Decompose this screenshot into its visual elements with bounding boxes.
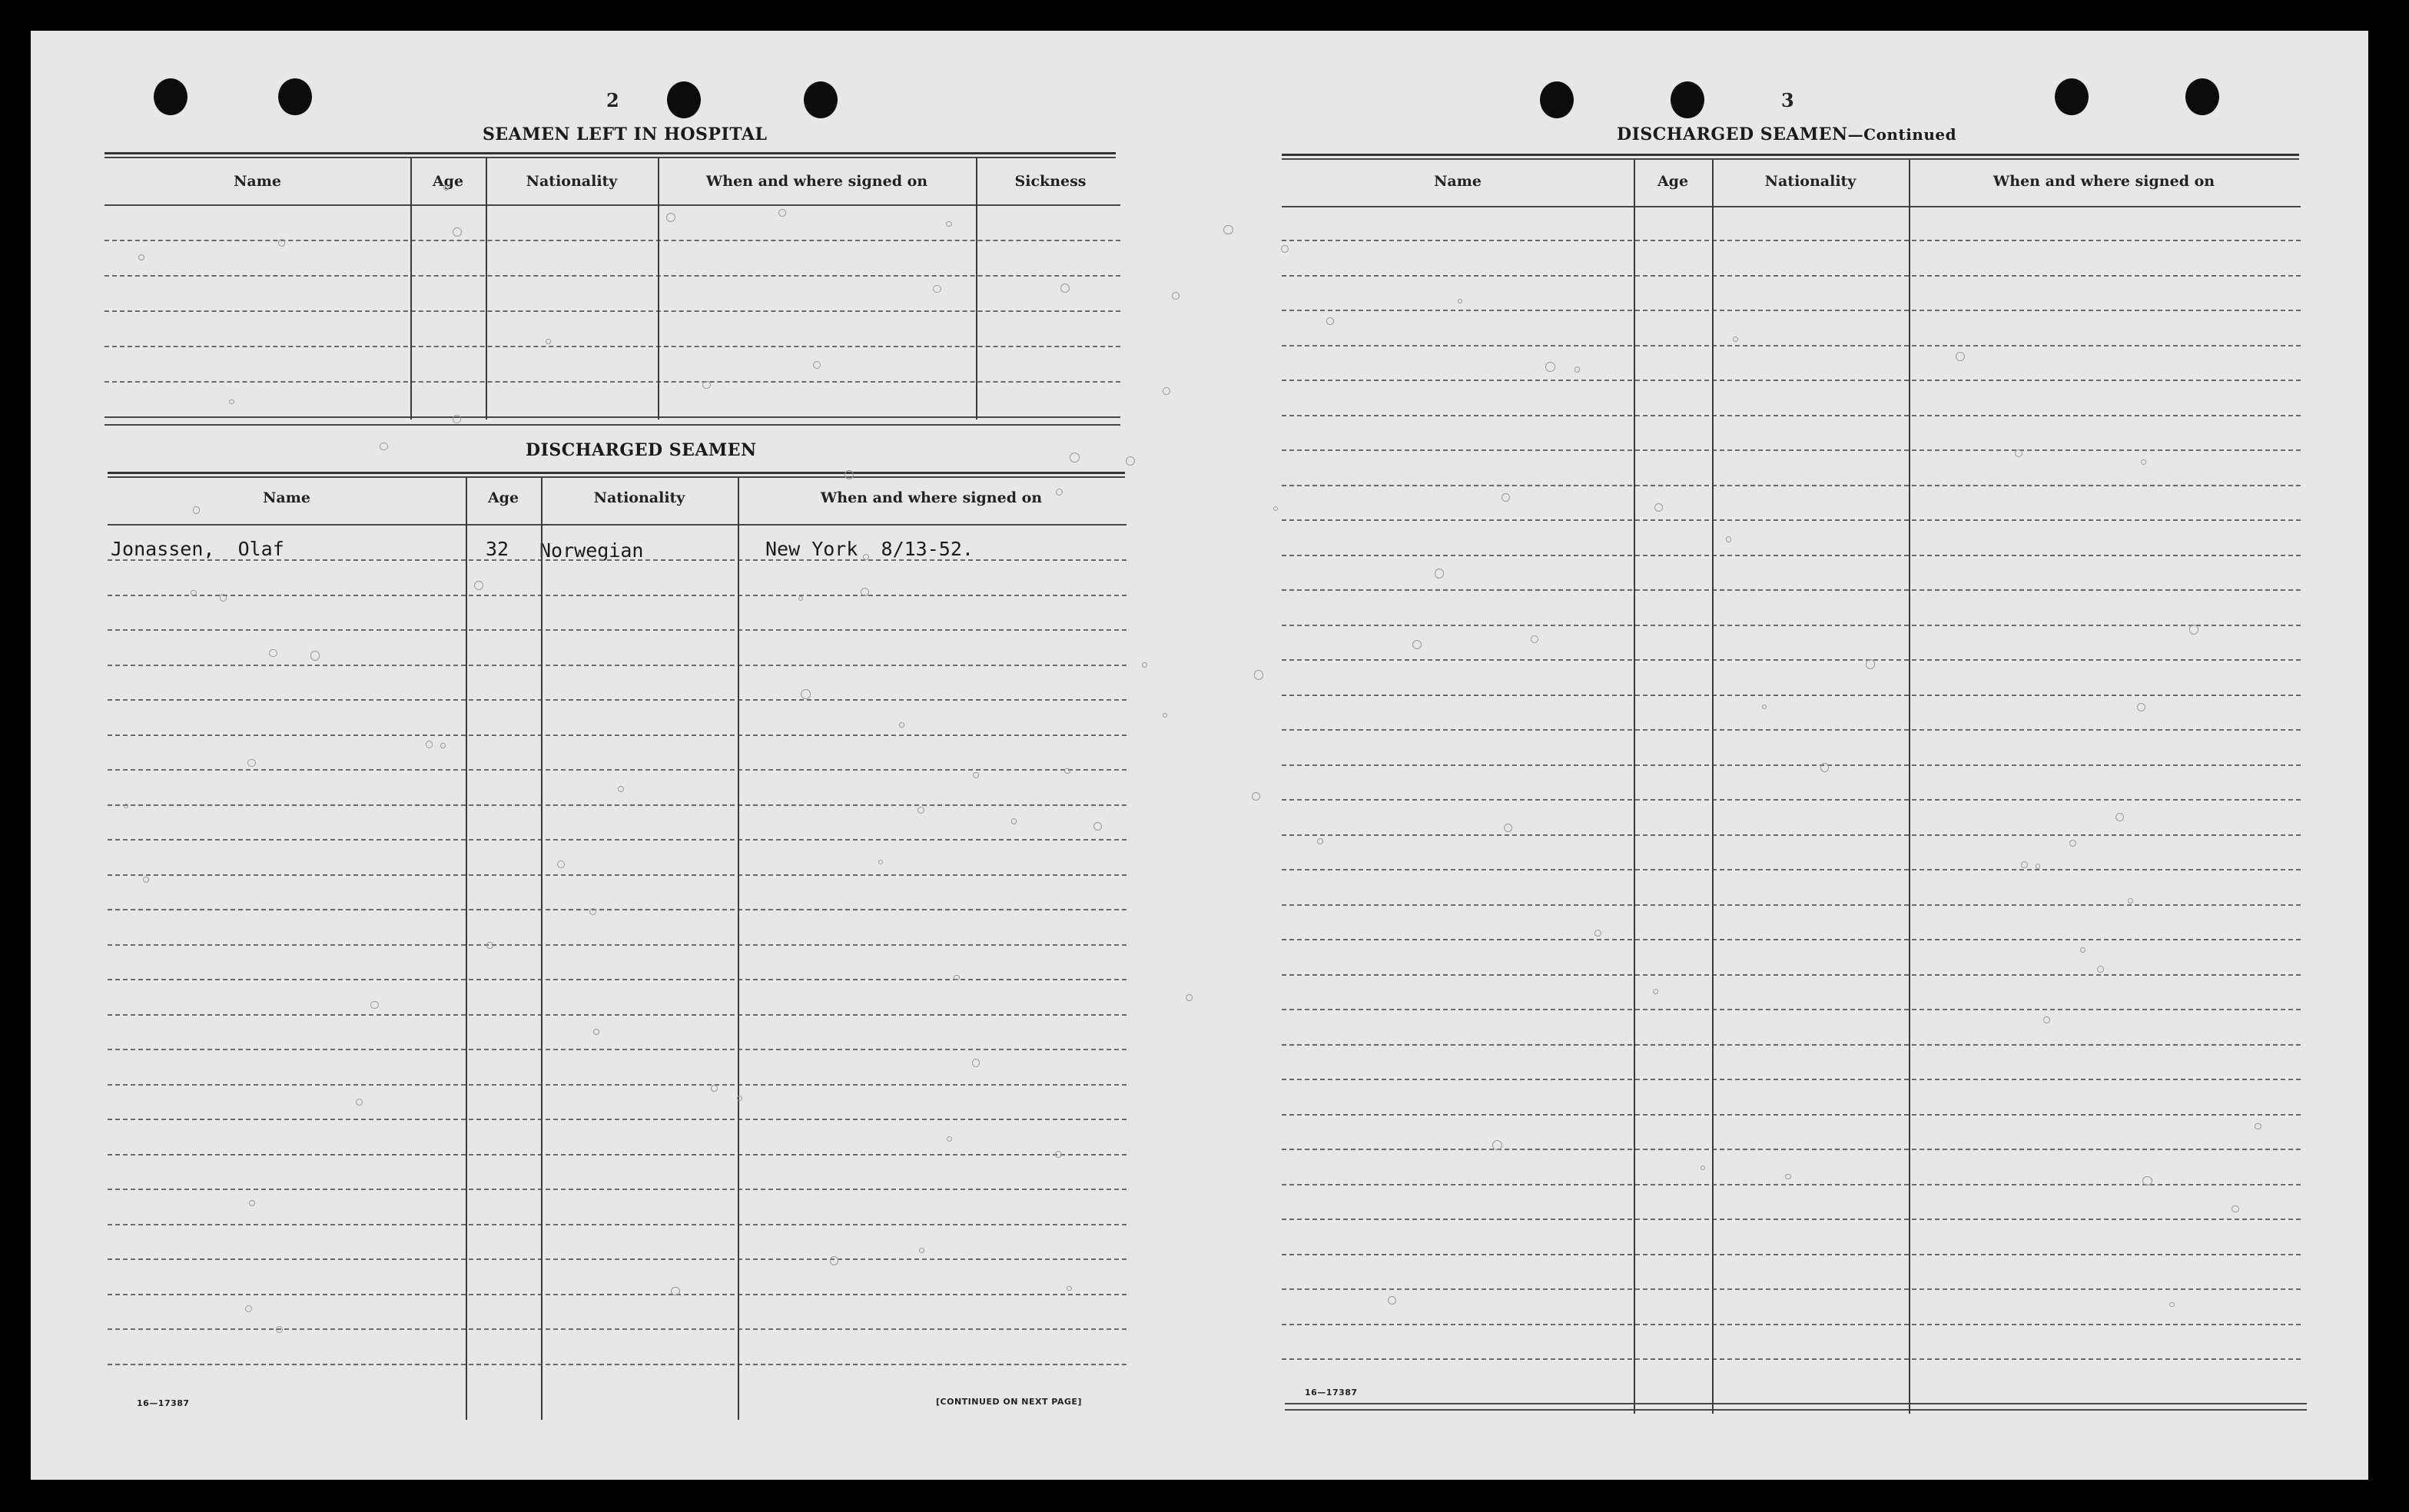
paper-speck — [1785, 1174, 1791, 1180]
row-line — [1282, 1009, 2301, 1010]
row-line — [108, 559, 1127, 561]
row-line — [1282, 380, 2301, 381]
row-line — [108, 769, 1127, 771]
row-line — [1282, 310, 2301, 311]
paper-speck — [191, 590, 197, 596]
row-line — [1282, 415, 2301, 416]
right-header-nationality: Nationality — [1764, 173, 1857, 190]
row-line — [1282, 1358, 2301, 1360]
paper-speck — [972, 1059, 980, 1066]
punch-hole — [804, 81, 838, 118]
paper-speck — [2137, 703, 2145, 711]
row-line — [1282, 1288, 2301, 1290]
hospital-header-nationality: Nationality — [526, 173, 618, 190]
paper-speck — [1163, 713, 1167, 718]
row-line — [108, 909, 1127, 910]
paper-speck — [666, 213, 675, 222]
paper-speck — [947, 1136, 952, 1142]
row-line — [1282, 1114, 2301, 1116]
paper-speck — [1172, 292, 1180, 300]
paper-speck — [1866, 659, 1876, 669]
paper-speck — [138, 254, 144, 260]
paper-speck — [917, 807, 924, 814]
row-line — [108, 1084, 1127, 1086]
paper-speck — [1317, 838, 1323, 844]
row-line — [108, 1119, 1127, 1120]
row-line — [108, 1154, 1127, 1156]
paper-speck — [946, 221, 952, 227]
paper-speck — [1163, 387, 1170, 395]
row-line — [108, 1189, 1127, 1190]
row-line — [108, 874, 1127, 876]
hospital-header-name: Name — [234, 173, 281, 190]
paper-speck — [474, 581, 483, 590]
paper-speck — [1142, 662, 1147, 668]
paper-speck — [1492, 1140, 1502, 1150]
paper-speck — [1574, 366, 1581, 373]
paper-speck — [671, 1287, 679, 1295]
paper-speck — [453, 227, 462, 237]
divider — [108, 476, 1125, 478]
paper-speck — [778, 209, 786, 217]
row-line — [108, 734, 1127, 736]
paper-speck — [2231, 1205, 2238, 1212]
paper-speck — [1545, 362, 1555, 372]
paper-speck — [1093, 822, 1102, 831]
paper-speck — [618, 786, 624, 792]
continued-note: [CONTINUED ON NEXT PAGE] — [936, 1397, 1082, 1407]
row-line — [1282, 799, 2301, 801]
paper-speck — [863, 554, 869, 560]
paper-speck — [249, 1200, 256, 1207]
paper-speck — [1504, 824, 1512, 832]
paper-speck — [2142, 1176, 2152, 1186]
paper-speck — [2069, 840, 2076, 847]
right-header-age: Age — [1657, 173, 1689, 190]
row-line — [108, 804, 1127, 806]
paper-speck — [1654, 503, 1664, 512]
row-line — [1282, 904, 2301, 906]
paper-speck — [2255, 1123, 2261, 1129]
row-line — [1282, 625, 2301, 626]
column-divider — [976, 158, 977, 419]
paper-speck — [711, 1085, 718, 1092]
row-line — [1282, 1254, 2301, 1255]
paper-speck — [1726, 536, 1732, 542]
row-line — [1282, 869, 2301, 870]
right-title-suffix: —Continued — [1847, 125, 1957, 144]
hospital-section-title: SEAMEN LEFT IN HOSPITAL — [483, 124, 768, 144]
right-form-number: 16—17387 — [1305, 1388, 1358, 1398]
row-line — [108, 1224, 1127, 1225]
right-title-main: DISCHARGED SEAMEN — [1617, 124, 1848, 144]
paper-speck — [954, 975, 960, 981]
column-divider — [541, 478, 543, 1420]
row-line — [1282, 240, 2301, 241]
paper-speck — [844, 470, 854, 479]
table-bottom-rule — [105, 424, 1120, 426]
paper-speck — [899, 722, 904, 727]
right-header-signed-on: When and where signed on — [1993, 173, 2215, 190]
paper-speck — [1064, 768, 1070, 774]
paper-speck — [143, 877, 149, 883]
paper-speck — [1412, 640, 1422, 649]
paper-speck — [1701, 1166, 1706, 1171]
left-page-number: 2 — [606, 89, 619, 111]
row-line — [108, 1328, 1127, 1330]
column-divider — [658, 158, 659, 419]
row-line — [1282, 485, 2301, 486]
row-line — [105, 346, 1120, 347]
paper-speck — [269, 649, 277, 657]
row-line — [1282, 555, 2301, 556]
document-sheet — [31, 31, 2368, 1480]
paper-speck — [2021, 861, 2028, 868]
paper-speck — [1060, 284, 1070, 293]
paper-speck — [1273, 506, 1278, 511]
paper-speck — [426, 741, 433, 748]
discharged-header-nationality: Nationality — [593, 489, 685, 506]
column-divider — [1634, 160, 1635, 1414]
paper-speck — [1252, 792, 1260, 801]
paper-speck — [1594, 930, 1601, 937]
paper-speck — [278, 239, 285, 246]
discharged-row-age: 32 — [486, 538, 509, 560]
paper-speck — [2115, 813, 2125, 822]
discharged-row-signed-on: New York 8/13-52. — [765, 538, 974, 560]
discharged-header-name: Name — [263, 489, 310, 506]
paper-speck — [1388, 1296, 1396, 1305]
row-line — [1282, 1324, 2301, 1325]
row-line — [108, 839, 1127, 841]
column-divider — [410, 158, 412, 419]
paper-speck — [229, 400, 234, 405]
paper-speck — [1435, 569, 1445, 579]
row-line — [1282, 1079, 2301, 1080]
paper-speck — [2080, 947, 2085, 953]
right-header-name: Name — [1434, 173, 1482, 190]
row-line — [108, 1014, 1127, 1016]
header-rule — [1282, 206, 2301, 207]
row-line — [108, 1294, 1127, 1295]
table-bottom-rule — [1285, 1403, 2307, 1404]
right-page-number: 3 — [1781, 89, 1794, 111]
row-line — [108, 699, 1127, 701]
paper-speck — [737, 1096, 743, 1102]
column-divider — [1909, 160, 1910, 1414]
discharged-row-name: Jonassen, Olaf — [111, 538, 284, 560]
paper-speck — [593, 1029, 599, 1035]
row-line — [1282, 729, 2301, 731]
row-line — [108, 944, 1127, 946]
paper-speck — [1820, 763, 1829, 771]
paper-speck — [124, 804, 129, 809]
paper-speck — [798, 596, 803, 601]
table-bottom-rule — [105, 416, 1120, 418]
row-line — [1282, 695, 2301, 696]
discharged-header-age: Age — [487, 489, 519, 506]
paper-speck — [813, 361, 821, 369]
divider — [105, 157, 1116, 158]
column-divider — [1712, 160, 1714, 1414]
right-section-title — [1617, 124, 1956, 144]
paper-speck — [245, 1305, 252, 1312]
hospital-header-sickness: Sickness — [1014, 173, 1087, 190]
table-bottom-rule — [1285, 1409, 2307, 1411]
paper-speck — [546, 339, 551, 344]
paper-speck — [1501, 493, 1510, 502]
row-line — [1282, 589, 2301, 591]
paper-speck — [310, 651, 320, 660]
paper-speck — [702, 381, 711, 390]
row-line — [1282, 1149, 2301, 1150]
row-line — [108, 1364, 1127, 1365]
row-line — [108, 629, 1127, 631]
discharged-row-nationality: Norwegian — [539, 539, 644, 562]
paper-speck — [1070, 453, 1080, 463]
hospital-header-signed-on: When and where signed on — [705, 173, 928, 190]
paper-speck — [220, 594, 227, 601]
paper-speck — [1055, 1151, 1062, 1158]
paper-speck — [1531, 635, 1538, 643]
paper-speck — [1458, 299, 1462, 303]
header-rule — [105, 204, 1120, 206]
row-line — [108, 979, 1127, 980]
divider — [1282, 158, 2299, 160]
paper-speck — [356, 1099, 363, 1106]
left-form-number: 16—17387 — [137, 1398, 190, 1408]
row-line — [105, 240, 1120, 241]
row-line — [105, 381, 1120, 383]
divider — [1282, 154, 2299, 156]
paper-speck — [2189, 625, 2198, 634]
paper-speck — [380, 443, 388, 451]
paper-speck — [2169, 1302, 2174, 1307]
column-divider — [738, 478, 739, 1420]
header-rule — [108, 524, 1127, 526]
punch-hole — [154, 78, 187, 115]
punch-hole — [1671, 81, 1704, 118]
paper-speck — [801, 689, 811, 699]
paper-speck — [1186, 994, 1193, 1001]
paper-speck — [370, 1001, 378, 1009]
paper-speck — [2043, 1016, 2050, 1023]
row-line — [105, 310, 1120, 312]
paper-speck — [1011, 818, 1017, 824]
paper-speck — [933, 285, 941, 293]
paper-speck — [2141, 459, 2146, 465]
paper-speck — [1733, 337, 1739, 343]
paper-speck — [247, 759, 256, 768]
row-line — [1282, 939, 2301, 940]
paper-speck — [878, 860, 883, 864]
row-line — [108, 1258, 1127, 1260]
paper-speck — [2015, 449, 2023, 458]
row-line — [1282, 1044, 2301, 1046]
paper-speck — [557, 860, 565, 868]
punch-hole — [2185, 78, 2219, 115]
paper-speck — [830, 1256, 838, 1265]
row-line — [1282, 1219, 2301, 1220]
row-line — [1282, 834, 2301, 836]
row-line — [105, 275, 1120, 277]
punch-hole — [278, 78, 312, 115]
discharged-section-title: DISCHARGED SEAMEN — [526, 440, 757, 460]
paper-speck — [2097, 966, 2104, 973]
paper-speck — [1653, 989, 1658, 994]
punch-hole — [2055, 78, 2089, 115]
divider — [108, 472, 1125, 474]
row-line — [1282, 764, 2301, 766]
row-line — [1282, 659, 2301, 661]
paper-speck — [1956, 352, 1965, 361]
column-divider — [486, 158, 487, 419]
punch-hole — [667, 81, 701, 118]
paper-speck — [1762, 705, 1767, 709]
paper-speck — [1254, 670, 1263, 679]
paper-speck — [1326, 317, 1333, 324]
paper-speck — [276, 1326, 283, 1333]
row-line — [108, 595, 1127, 596]
hospital-header-age: Age — [432, 173, 464, 190]
paper-speck — [486, 942, 493, 949]
paper-speck — [1281, 245, 1289, 253]
paper-speck — [193, 506, 200, 513]
paper-speck — [453, 415, 461, 423]
paper-speck — [919, 1248, 924, 1253]
paper-speck — [2036, 864, 2041, 869]
paper-speck — [2128, 898, 2133, 904]
paper-speck — [1067, 1286, 1072, 1292]
row-line — [108, 1049, 1127, 1050]
paper-speck — [440, 743, 446, 748]
paper-speck — [973, 772, 979, 778]
divider — [105, 152, 1116, 154]
row-line — [1282, 519, 2301, 521]
row-line — [1282, 974, 2301, 976]
discharged-header-signed-on: When and where signed on — [820, 489, 1043, 506]
paper-speck — [1223, 225, 1233, 235]
punch-hole — [1540, 81, 1574, 118]
paper-speck — [1126, 456, 1135, 466]
row-line — [1282, 345, 2301, 346]
paper-speck — [443, 185, 449, 191]
row-line — [108, 665, 1127, 666]
paper-speck — [589, 908, 596, 915]
row-line — [1282, 449, 2301, 451]
column-divider — [466, 478, 467, 1420]
row-line — [1282, 275, 2301, 277]
